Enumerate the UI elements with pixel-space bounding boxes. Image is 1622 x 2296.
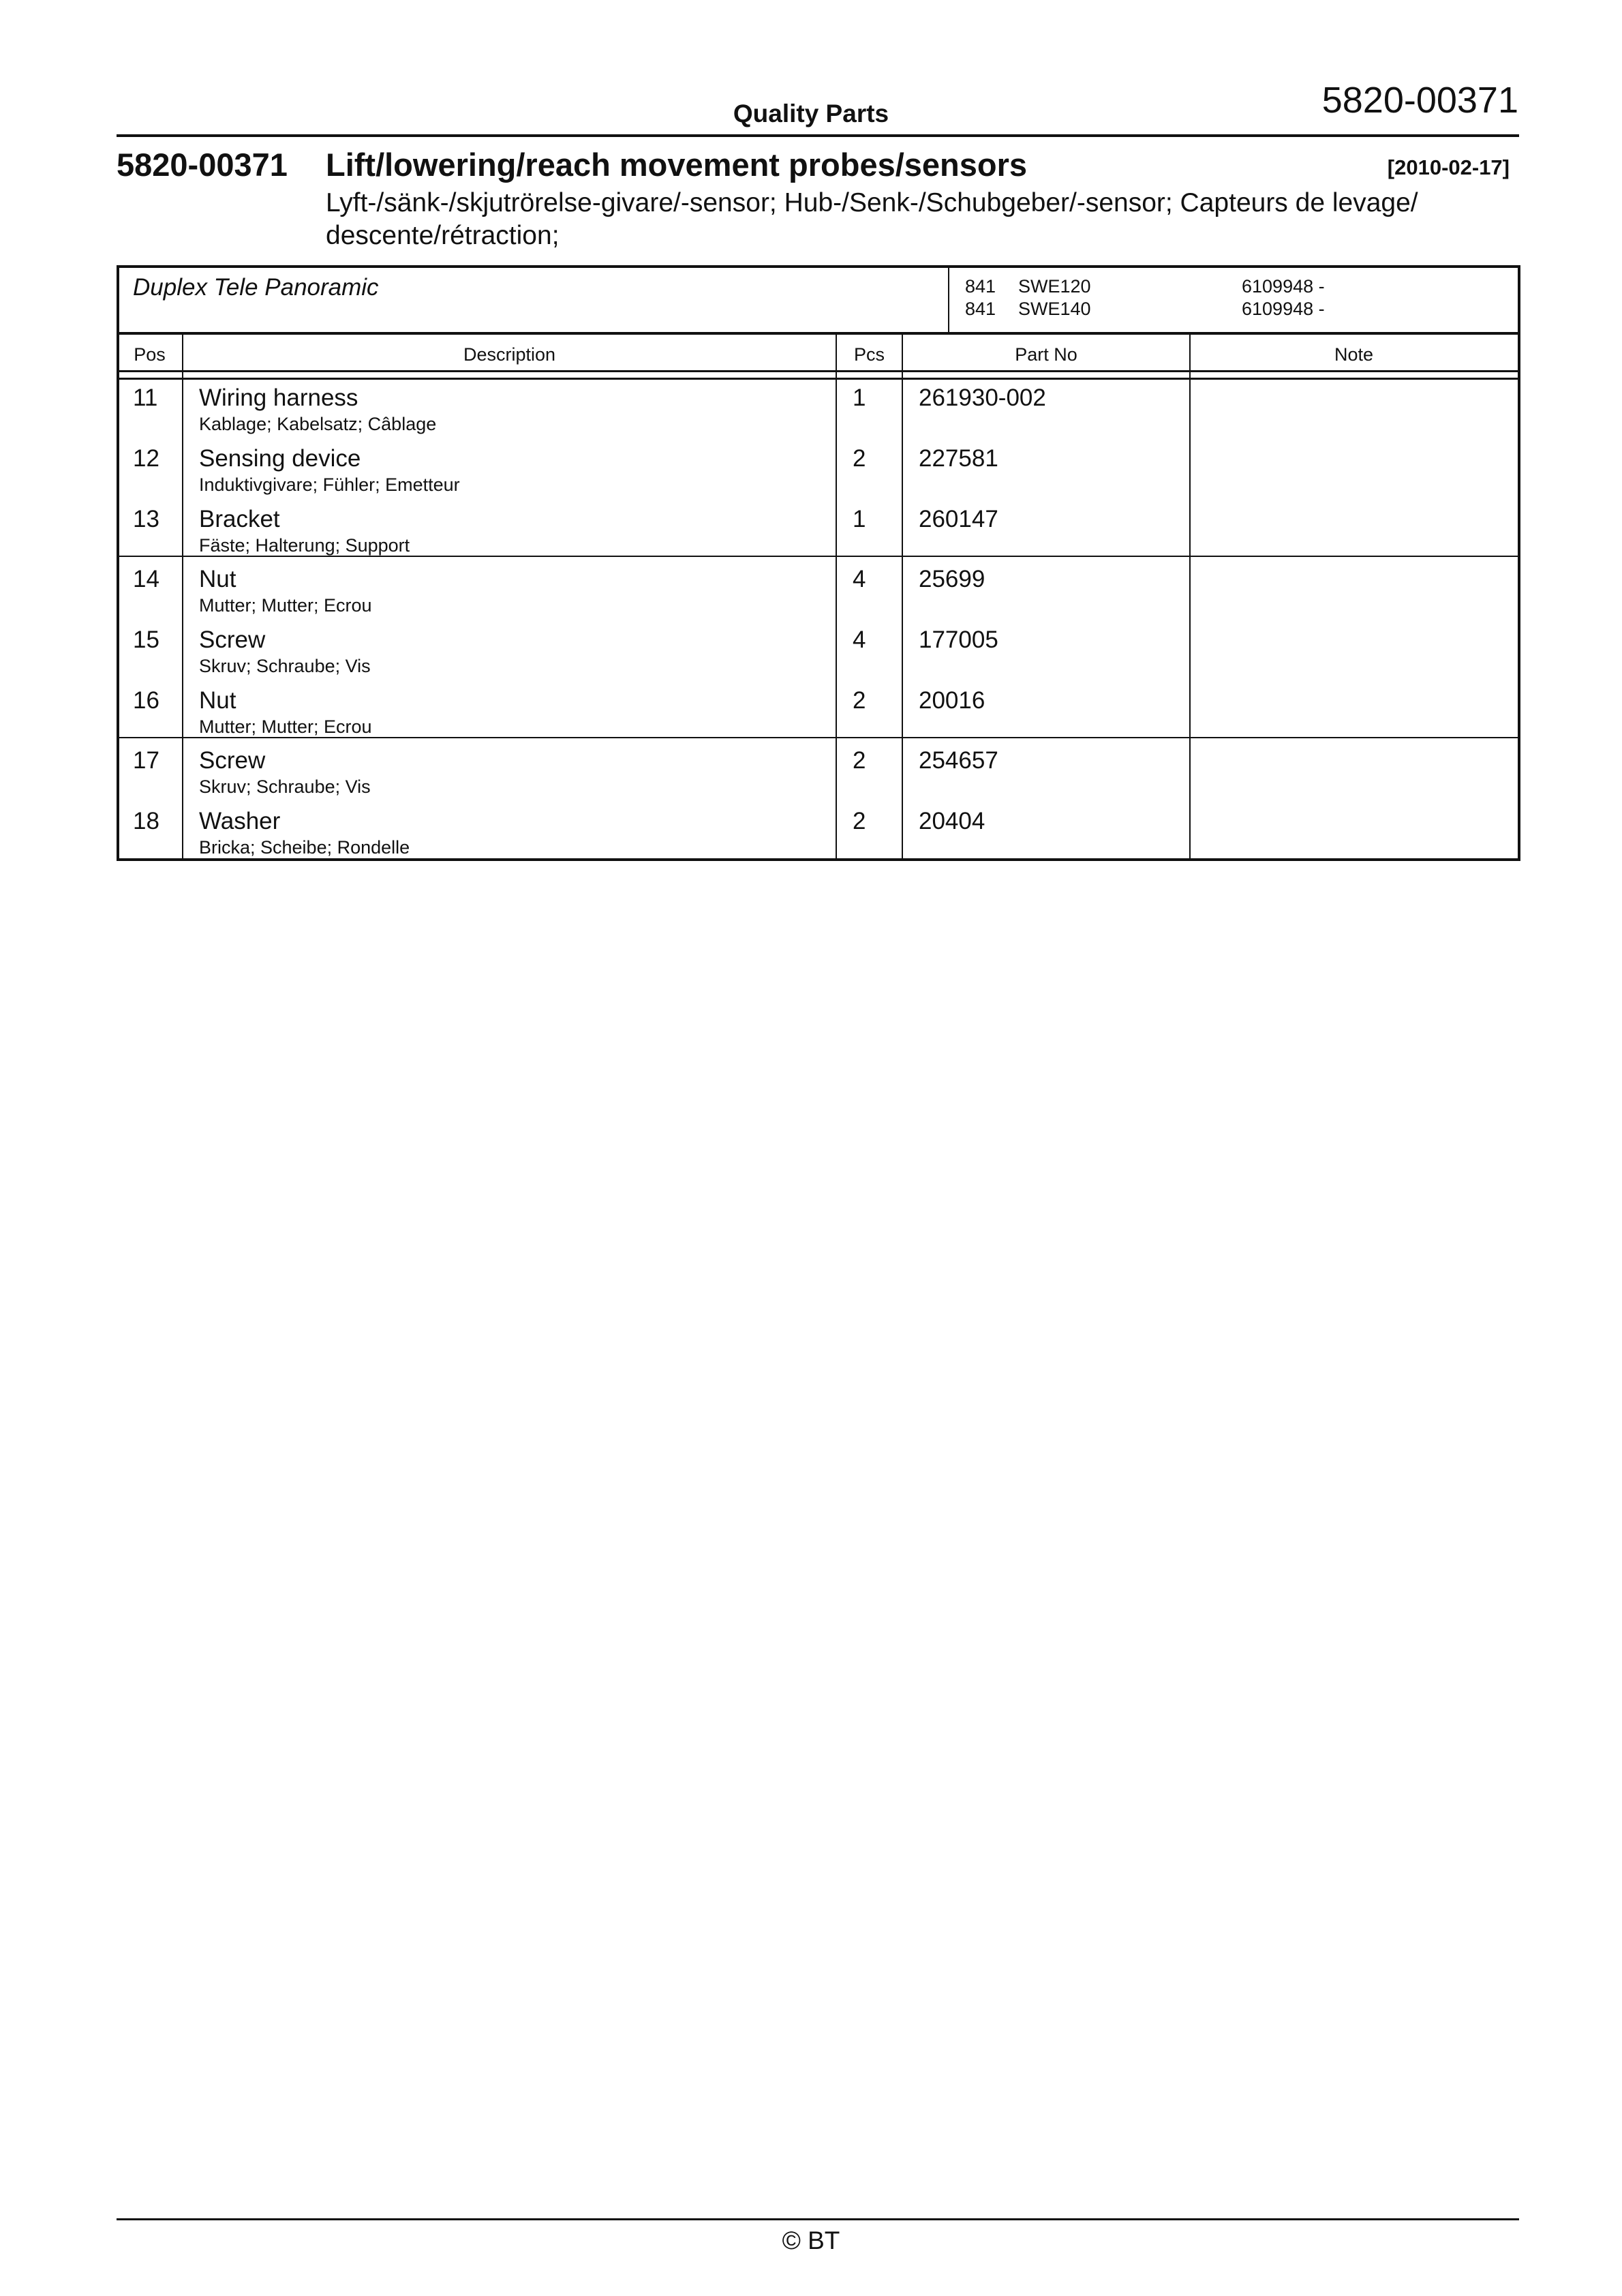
row-translations: Fäste; Halterung; Support xyxy=(199,535,410,556)
row-part-number: 254657 xyxy=(919,747,998,774)
row-pos: 11 xyxy=(133,384,158,411)
header-rule xyxy=(117,378,1519,380)
table-row xyxy=(117,684,1519,745)
row-pcs: 4 xyxy=(853,626,866,653)
variant-type: SWE140 xyxy=(1018,299,1091,319)
row-translations: Mutter; Mutter; Ecrou xyxy=(199,716,372,737)
row-part-number: 227581 xyxy=(919,445,998,472)
model-divider xyxy=(948,268,949,333)
column-header-pcs: Pcs xyxy=(853,344,885,365)
variant-code: 841 xyxy=(965,276,996,297)
row-part-number: 20016 xyxy=(919,687,985,714)
row-part-number: 20404 xyxy=(919,808,985,834)
row-pcs: 2 xyxy=(853,808,866,834)
column-header-pos: Pos xyxy=(134,344,166,365)
column-header-part-no: Part No xyxy=(1015,344,1077,365)
title-translations: Lyft-/sänk-/skjutrörelse-givare/-sensor; Hub-/Senk-/Schubgeber/-sensor; Capteurs de levage/ descente/rétraction; xyxy=(326,188,1418,250)
table-row xyxy=(117,805,1519,866)
variant-type: SWE120 xyxy=(1018,276,1091,297)
variant-serial: 6109948 - xyxy=(1242,299,1325,319)
row-description: Sensing device xyxy=(199,445,361,472)
variant-serial: 6109948 - xyxy=(1242,276,1325,297)
row-pos: 17 xyxy=(133,747,159,774)
variant-code: 841 xyxy=(965,299,996,319)
header-rule xyxy=(117,370,1519,372)
column-header-description: Description xyxy=(463,344,556,365)
row-part-number: 25699 xyxy=(919,566,985,592)
row-pcs: 1 xyxy=(853,384,866,411)
row-description: Wiring harness xyxy=(199,384,358,411)
row-pos: 18 xyxy=(133,808,159,834)
row-translations: Induktivgivare; Fühler; Emetteur xyxy=(199,474,460,495)
row-pcs: 2 xyxy=(853,747,866,774)
row-translations: Bricka; Scheibe; Rondelle xyxy=(199,837,410,858)
row-pos: 12 xyxy=(133,445,159,472)
row-translations: Skruv; Schraube; Vis xyxy=(199,776,371,797)
row-pcs: 1 xyxy=(853,506,866,532)
table-row xyxy=(117,382,1519,442)
revision-date: [2010-02-17] xyxy=(1387,155,1510,179)
footer-divider xyxy=(117,2218,1519,2220)
page-title: Lift/lowering/reach movement probes/sensors xyxy=(326,147,1028,183)
row-pos: 13 xyxy=(133,506,159,532)
copyright: © BT xyxy=(782,2226,840,2254)
row-translations: Kablage; Kabelsatz; Câblage xyxy=(199,414,437,434)
row-pos: 14 xyxy=(133,566,159,592)
row-description: Screw xyxy=(199,626,266,653)
row-translations: Skruv; Schraube; Vis xyxy=(199,656,371,676)
row-part-number: 261930-002 xyxy=(919,384,1046,411)
document-number: 5820-00371 xyxy=(1321,80,1518,121)
row-description: Nut xyxy=(199,687,236,714)
column-header-note: Note xyxy=(1334,344,1374,365)
table-row xyxy=(117,442,1519,503)
table-row xyxy=(117,503,1519,564)
row-description: Nut xyxy=(199,566,236,592)
row-pos: 16 xyxy=(133,687,159,714)
row-pcs: 4 xyxy=(853,566,866,592)
row-pcs: 2 xyxy=(853,445,866,472)
header-divider xyxy=(117,134,1519,137)
part-group-number: 5820-00371 xyxy=(117,147,288,183)
row-part-number: 260147 xyxy=(919,506,998,532)
table-row xyxy=(117,563,1519,624)
row-description: Washer xyxy=(199,808,281,834)
row-description: Bracket xyxy=(199,506,280,532)
model-name: Duplex Tele Panoramic xyxy=(133,274,379,301)
row-pcs: 2 xyxy=(853,687,866,714)
section-title: Quality Parts xyxy=(733,100,889,127)
table-row xyxy=(117,624,1519,684)
row-description: Screw xyxy=(199,747,266,774)
row-part-number: 177005 xyxy=(919,626,998,653)
row-translations: Mutter; Mutter; Ecrou xyxy=(199,595,372,616)
model-divider-line xyxy=(117,332,1519,335)
row-pos: 15 xyxy=(133,626,159,653)
table-row xyxy=(117,744,1519,805)
